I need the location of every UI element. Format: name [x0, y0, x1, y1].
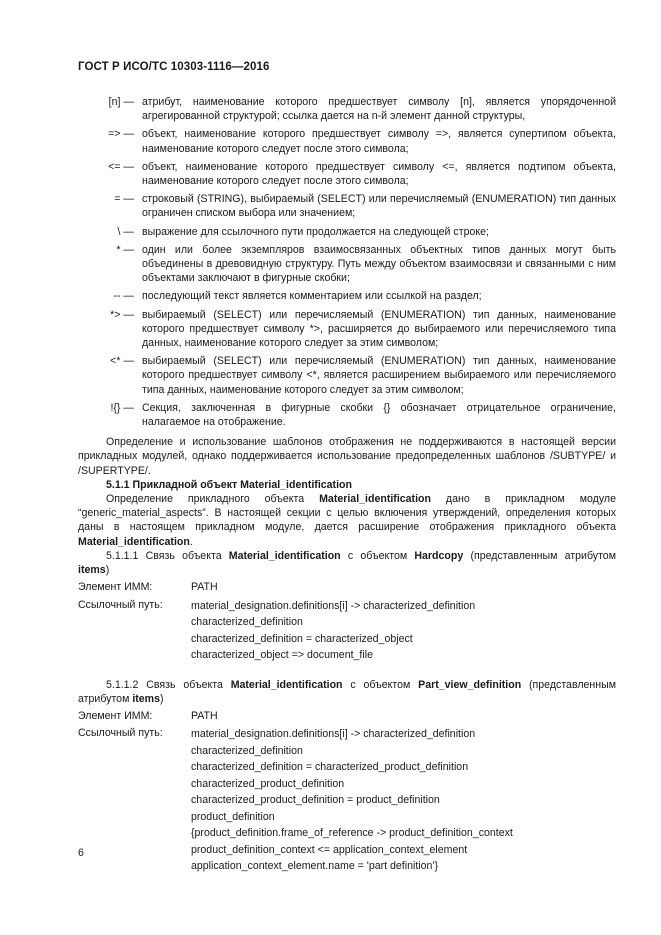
definition-item	[78, 308, 616, 351]
definition-item	[78, 354, 616, 397]
section-heading-511: 5.1.1 Прикладной объект Material_identification	[106, 478, 352, 491]
definition-text: объект, наименование которого предшествует символу <=, является подтипом объекта, наименование которого следует после этого символа;	[142, 160, 616, 188]
definition-text: выражение для ссылочного пути продолжается на следующей строке;	[142, 225, 489, 238]
definition-text: один или более экземпляров взаимосвязанных объектных типов данных могут быть объединены в древовидную структуру. Путь между объектом взаимосвязи и связанными с ним объектами заключают в фигурные скобки;	[142, 243, 616, 285]
text-fragment: с объектом	[342, 678, 419, 691]
path-row	[78, 598, 616, 664]
definition-text: Секция, заключенная в фигурные скобки {} обозначает отрицательное ограничение, налагаемое на отображение.	[142, 401, 616, 429]
entity-name: Material_identification	[78, 535, 190, 548]
definition-text: объект, наименование которого предшествует символу =>, является супертипом объекта, наименование которого следует после этого символа;	[142, 128, 616, 155]
path-line: characterized_definition = characterized_product_definition	[191, 761, 469, 774]
definition-item	[78, 127, 616, 155]
entity-name: Material_identification	[319, 493, 431, 506]
definition-symbol: => —	[108, 128, 134, 141]
definition-symbol: *> —	[110, 308, 134, 321]
path-line: characterized_definition = characterized_object	[191, 632, 413, 645]
element-value: PATH	[191, 709, 218, 722]
definition-text: атрибут, наименование которого предшествует символу [n], является упорядоченной агрегированной структурой; ссылка дается на n-й элемент данной структуры,	[142, 96, 616, 123]
path-line: application_context_element.name = 'part definition'}	[191, 860, 438, 873]
definition-symbol: [n] —	[108, 96, 134, 108]
definition-text: выбираемый (SELECT) или перечисляемый (ENUMERATION) тип данных, наименование которого предшествует символу *>, расширяется до выбираемого или перечисляемого типа данных, наименование которого следует за этим символом;	[142, 308, 616, 350]
entity-name: Hardcopy	[414, 549, 464, 562]
document-header: ГОСТ Р ИСО/ТС 10303-1116—2016	[78, 61, 270, 73]
text-fragment: (представленным атрибутом	[78, 678, 616, 705]
section-511-paragraph	[78, 492, 616, 549]
subsection-heading-5111	[78, 549, 616, 577]
element-value: PATH	[191, 581, 218, 594]
attribute-name: items	[78, 564, 106, 577]
path-line: characterized_product_definition	[191, 777, 345, 790]
page-number: 6	[78, 847, 84, 859]
text-fragment: дано в прикладном модуле “generic_material_aspects”. В настоящей секции с целью включения утверждений, определения которых даны в настоящем прикладном модуле, дается расширение отображения прикладного объекта	[78, 493, 616, 534]
definition-symbol: * —	[116, 243, 134, 256]
path-label: Ссылочный путь:	[78, 727, 163, 740]
definition-item	[78, 289, 616, 303]
element-label: Элемент ИММ:	[78, 709, 153, 722]
path-lines	[191, 726, 616, 875]
definition-text: последующий текст является комментарием или ссылкой на раздел;	[142, 290, 482, 303]
definition-item	[78, 192, 616, 220]
intro-paragraph: Определение и использование шаблонов отображения не поддерживаются в настоящей версии прикладных модулей, однако поддерживается использование предопределенных шаблонов /SUBTYPE/ и /SUPERTYPE/.	[78, 436, 616, 477]
text-fragment: (представленным атрибутом	[463, 549, 616, 562]
subsection-heading-5112	[78, 678, 616, 706]
definition-symbol: \ —	[117, 225, 134, 238]
element-row	[78, 580, 616, 594]
path-line: product_definition	[191, 810, 275, 823]
definition-item	[78, 95, 616, 123]
entity-name: Material_identification	[230, 678, 343, 691]
text-fragment: Определение прикладного объекта	[106, 493, 320, 506]
element-label: Элемент ИММ:	[78, 581, 153, 594]
text-fragment: .	[189, 535, 193, 548]
path-line: material_designation.definitions[i] -> characterized_definition	[191, 728, 476, 741]
definition-symbol: <* —	[110, 355, 134, 368]
text-fragment: 5.1.1.2 Связь объекта	[106, 678, 231, 691]
definition-item	[78, 225, 616, 239]
entity-name: Part_view_definition	[418, 678, 522, 691]
definition-item	[78, 243, 616, 286]
path-lines	[191, 598, 616, 664]
definition-text: строковый (STRING), выбираемый (SELECT) или перечисляемый (ENUMERATION) тип данных ограничен списком выбора или значением;	[142, 193, 616, 220]
text-fragment: )	[105, 564, 110, 577]
definition-symbol: -- —	[113, 290, 134, 303]
path-line: characterized_definition	[191, 616, 303, 628]
definition-symbol: <= —	[108, 160, 134, 173]
path-line: characterized_definition	[191, 744, 303, 757]
entity-name: Material_identification	[228, 549, 341, 562]
path-line: product_definition_context <= application_context_element	[191, 843, 468, 856]
definition-symbol: !{} —	[110, 401, 134, 414]
notation-definitions	[78, 95, 616, 875]
definition-symbol: = —	[114, 193, 134, 206]
path-line: characterized_object => document_file	[191, 649, 373, 661]
text-fragment: )	[160, 692, 164, 705]
text-fragment: 5.1.1.1 Связь объекта	[106, 549, 229, 562]
path-line: material_designation.definitions[i] -> characterized_definition	[191, 599, 476, 612]
definition-text: выбираемый (SELECT) или перечисляемый (ENUMERATION) тип данных, наименование которого предшествует символу <*, является расширением выбираемого или перечисляемого типа данных, наименование которого следует за этим символом;	[142, 355, 616, 396]
path-label: Ссылочный путь:	[78, 598, 163, 611]
path-row	[78, 726, 616, 875]
path-line: {product_definition.frame_of_reference -> product_definition_context	[191, 827, 513, 840]
definition-item	[78, 401, 616, 429]
path-line: characterized_product_definition = product_definition	[191, 794, 440, 807]
element-row	[78, 709, 616, 723]
definition-item	[78, 160, 616, 188]
text-fragment: с объектом	[340, 549, 415, 562]
attribute-name: items	[132, 692, 160, 705]
